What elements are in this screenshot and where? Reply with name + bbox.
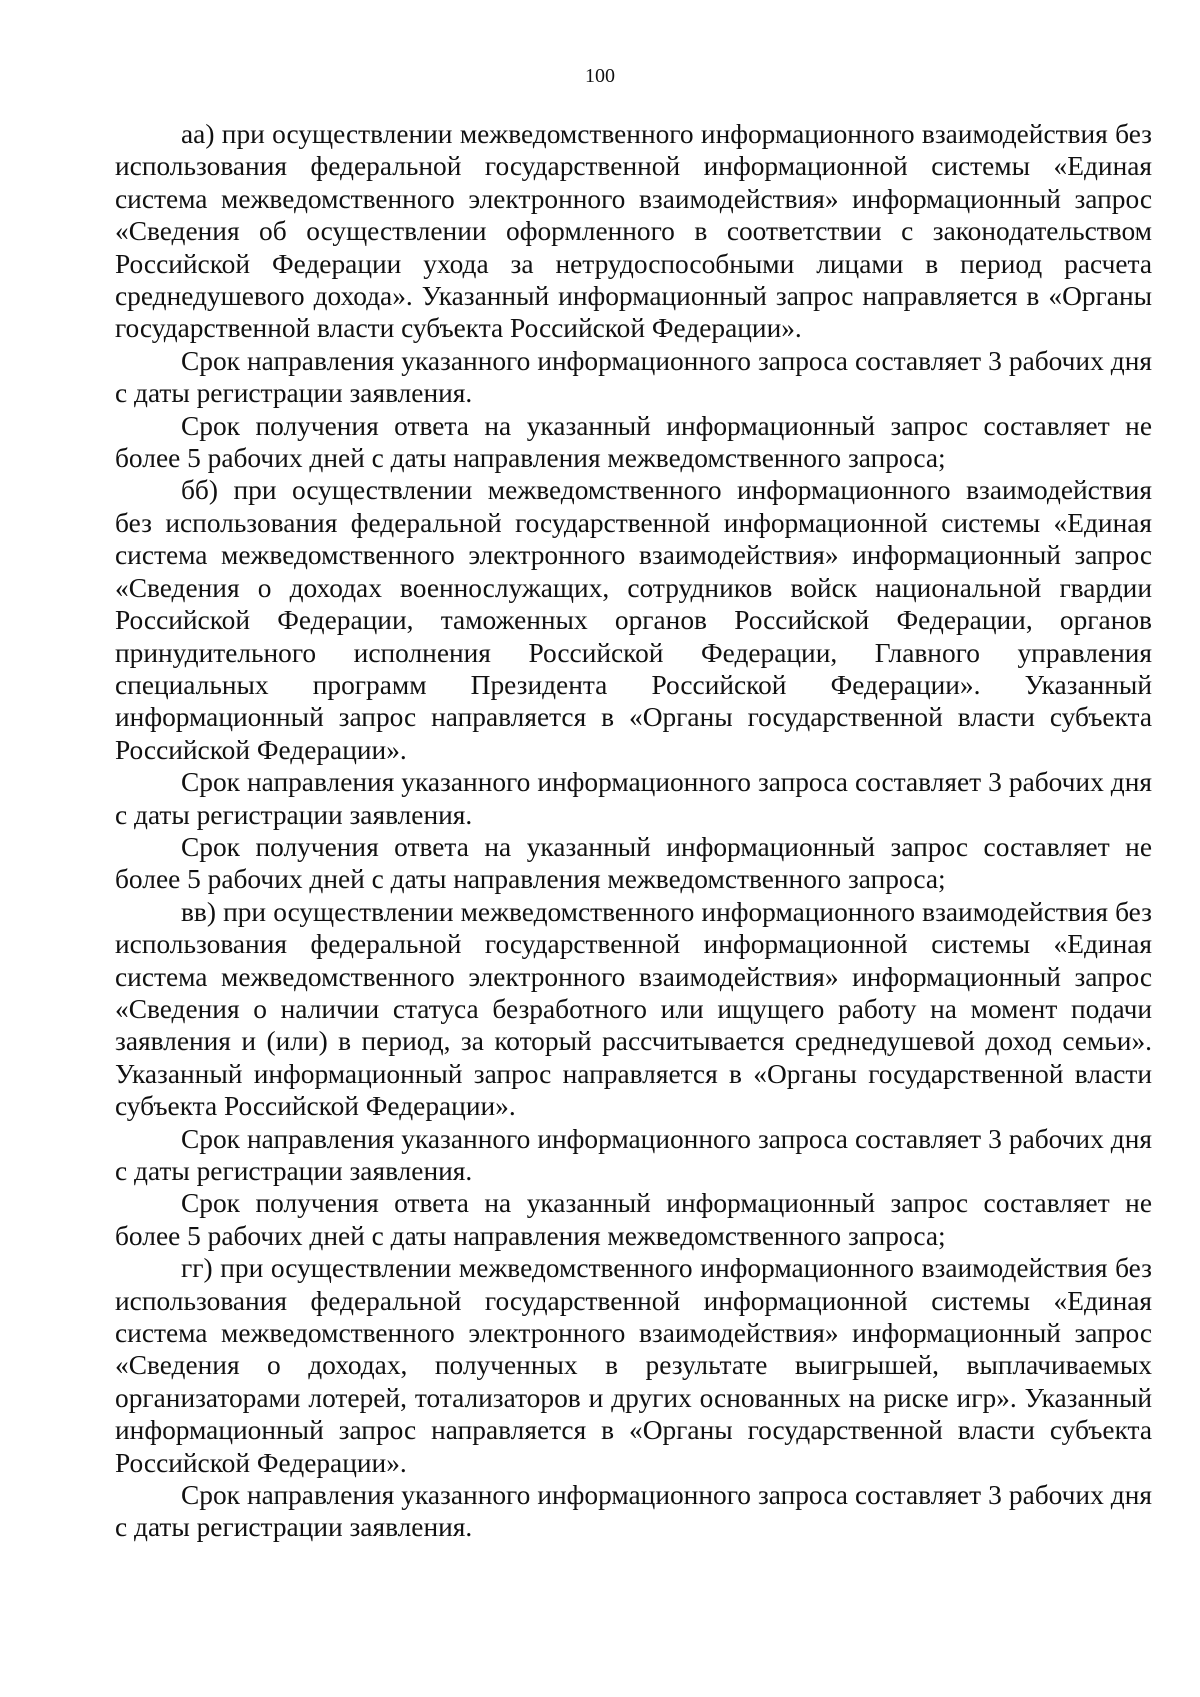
paragraph-gg-send-term: Срок направления указанного информационного запроса составляет 3 рабочих дня с даты регистрации заявления. [115, 1480, 1152, 1543]
paragraph-bb: бб) при осуществлении межведомственного информационного взаимодействия без использования федеральной государственной информационной системы «Единая система межведомственного электронного взаимодействия» информационный запрос «Сведения о доходах военнослужащих, сотрудников войск национальной гвардии Российской Федерации, таможенных органов Российской Федерации, органов принудительного исполнения Российской Федерации, Главного управления специальных программ Президента Российской Федерации». Указанный информационный запрос направляется в «Органы государственной власти субъекта Российской Федерации». [115, 475, 1152, 765]
page-number: 100 [585, 65, 615, 87]
paragraph-bb-response-term: Срок получения ответа на указанный информационный запрос составляет не более 5 рабочих дней с даты направления межведомственного запроса; [115, 831, 1152, 895]
paragraph-aa: аа) при осуществлении межведомственного информационного взаимодействия без использования федеральной государственной информационной системы «Единая система межведомственного электронного взаимодействия» информационный запрос «Сведения об осуществлении оформленного в соответствии с законодательством Российской Федерации ухода за нетрудоспособными лицами в период расчета среднедушевого дохода». Указанный информационный запрос направляется в «Органы государственной власти субъекта Российской Федерации». [115, 119, 1152, 344]
paragraph-vv-send-term: Срок направления указанного информационного запроса составляет 3 рабочих дня с даты регистрации заявления. [115, 1123, 1152, 1186]
paragraph-vv-response-term: Срок получения ответа на указанный информационный запрос составляет не более 5 рабочих дней с даты направления межведомственного запроса; [115, 1188, 1152, 1251]
paragraph-gg: гг) при осуществлении межведомственного информационного взаимодействия без использования федеральной государственной информационной системы «Единая система межведомственного электронного взаимодействия» информационный запрос «Сведения о доходах, полученных в результате выигрышей, выплачиваемых организаторами лотерей, тотализаторов и других основанных на риске игр». Указанный информационный запрос направляется в «Органы государственной власти субъекта Российской Федерации». [115, 1253, 1152, 1478]
paragraph-aa-send-term: Срок направления указанного информационного запроса составляет 3 рабочих дня с даты регистрации заявления. [115, 345, 1152, 409]
paragraph-vv: вв) при осуществлении межведомственного информационного взаимодействия без использования федеральной государственной информационной системы «Единая система межведомственного электронного взаимодействия» информационный запрос «Сведения о наличии статуса безработного или ищущего работу на момент подачи заявления и (или) в период, за который рассчитывается среднедушевой доход семьи». Указанный информационный запрос направляется в «Органы государственной власти субъекта Российской Федерации». [115, 896, 1152, 1122]
paragraph-bb-send-term: Срок направления указанного информационного запроса составляет 3 рабочих дня с даты регистрации заявления. [115, 767, 1152, 830]
paragraph-aa-response-term: Срок получения ответа на указанный информационный запрос составляет не более 5 рабочих дней с даты направления межведомственного запроса; [115, 410, 1152, 474]
document-body [115, 118, 1152, 1544]
